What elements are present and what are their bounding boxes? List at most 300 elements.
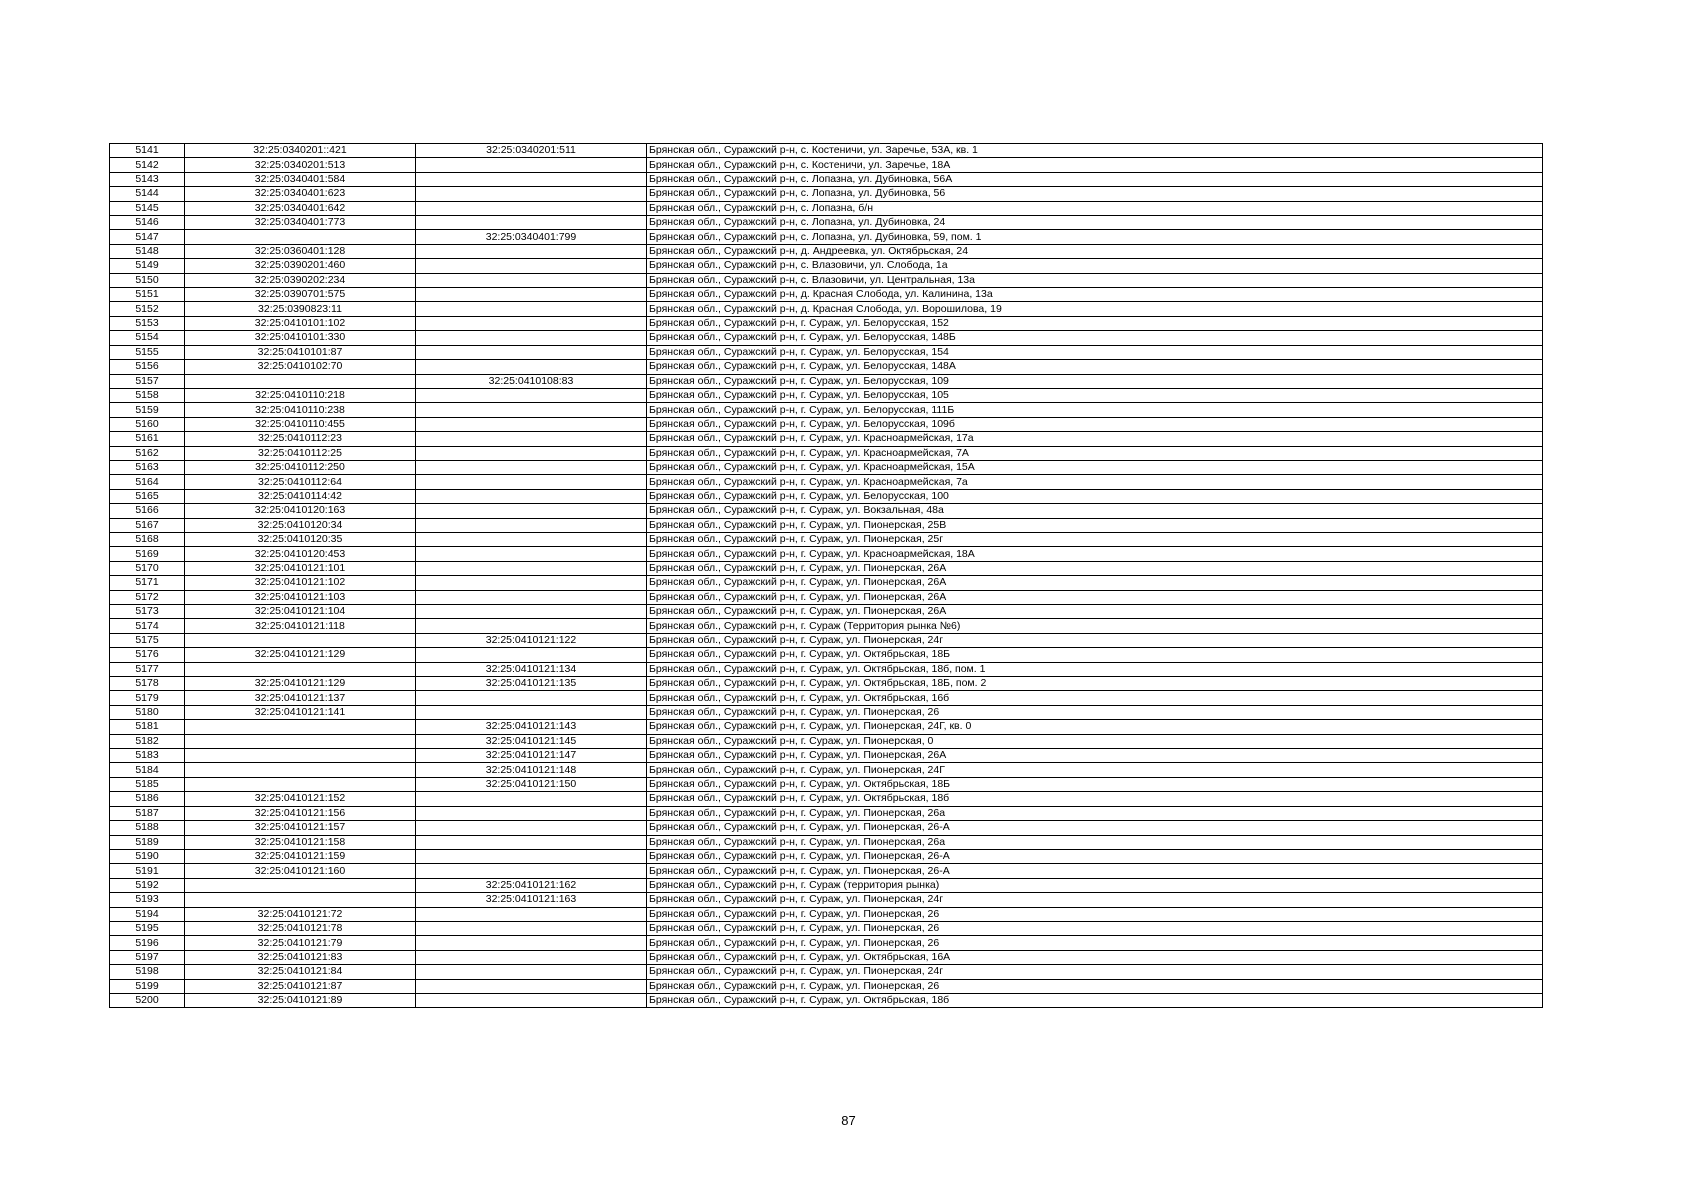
related-cadastral-number-cell: 32:25:0410121:163	[416, 893, 647, 907]
address-cell: Брянская обл., Суражский р-н, г. Сураж, ул. Пионерская, 26а	[647, 806, 1543, 820]
table-row	[110, 504, 1543, 518]
cadastral-number-cell: 32:25:0410121:103	[185, 590, 416, 604]
address-cell: Брянская обл., Суражский р-н, г. Сураж, ул. Пионерская, 24г	[647, 633, 1543, 647]
table-row	[110, 576, 1543, 590]
table-row	[110, 893, 1543, 907]
cadastral-number-cell	[185, 720, 416, 734]
address-cell: Брянская обл., Суражский р-н, г. Сураж, ул. Пионерская, 26А	[647, 605, 1543, 619]
table-row	[110, 821, 1543, 835]
table-body	[110, 144, 1543, 1008]
row-number-cell: 5193	[110, 893, 185, 907]
table-row	[110, 749, 1543, 763]
table-row	[110, 273, 1543, 287]
related-cadastral-number-cell	[416, 979, 647, 993]
cadastral-number-cell: 32:25:0410121:78	[185, 921, 416, 935]
address-cell: Брянская обл., Суражский р-н, г. Сураж, ул. Красноармейская, 7А	[647, 446, 1543, 460]
row-number-cell: 5142	[110, 158, 185, 172]
cadastral-number-cell	[185, 734, 416, 748]
cadastral-number-cell	[185, 633, 416, 647]
table-row	[110, 705, 1543, 719]
table-row	[110, 921, 1543, 935]
related-cadastral-number-cell: 32:25:0340201:511	[416, 144, 647, 158]
row-number-cell: 5146	[110, 216, 185, 230]
cadastral-number-cell: 32:25:0410121:89	[185, 993, 416, 1007]
row-number-cell: 5171	[110, 576, 185, 590]
cadastral-number-cell: 32:25:0410120:35	[185, 532, 416, 546]
related-cadastral-number-cell: 32:25:0410108:83	[416, 374, 647, 388]
cadastral-number-cell	[185, 749, 416, 763]
related-cadastral-number-cell: 32:25:0410121:147	[416, 749, 647, 763]
row-number-cell: 5156	[110, 360, 185, 374]
address-cell: Брянская обл., Суражский р-н, с. Костеничи, ул. Заречье, 18А	[647, 158, 1543, 172]
address-cell: Брянская обл., Суражский р-н, г. Сураж, ул. Октябрьская, 18Б	[647, 777, 1543, 791]
address-cell: Брянская обл., Суражский р-н, с. Лопазна, ул. Дубиновка, 56	[647, 187, 1543, 201]
table-row	[110, 605, 1543, 619]
row-number-cell: 5161	[110, 432, 185, 446]
row-number-cell: 5169	[110, 547, 185, 561]
cadastral-number-cell: 32:25:0410121:102	[185, 576, 416, 590]
related-cadastral-number-cell	[416, 331, 647, 345]
table-row	[110, 388, 1543, 402]
cadastral-number-cell: 32:25:0410112:64	[185, 475, 416, 489]
cadastral-number-cell: 32:25:0410121:118	[185, 619, 416, 633]
cadastral-number-cell: 32:25:0410120:163	[185, 504, 416, 518]
table-row	[110, 446, 1543, 460]
row-number-cell: 5191	[110, 864, 185, 878]
address-cell: Брянская обл., Суражский р-н, г. Сураж, ул. Белорусская, 148Б	[647, 331, 1543, 345]
address-cell: Брянская обл., Суражский р-н, г. Сураж, ул. Красноармейская, 18А	[647, 547, 1543, 561]
row-number-cell: 5154	[110, 331, 185, 345]
address-cell: Брянская обл., Суражский р-н, с. Лопазна, ул. Дубиновка, 56А	[647, 172, 1543, 186]
address-cell: Брянская обл., Суражский р-н, г. Сураж, ул. Белорусская, 100	[647, 489, 1543, 503]
cadastral-number-cell: 32:25:0340401:773	[185, 216, 416, 230]
row-number-cell: 5184	[110, 763, 185, 777]
row-number-cell: 5185	[110, 777, 185, 791]
row-number-cell: 5147	[110, 230, 185, 244]
cadastral-number-cell: 32:25:0410101:87	[185, 345, 416, 359]
address-cell: Брянская обл., Суражский р-н, г. Сураж, ул. Октябрьская, 18Б, пом. 2	[647, 677, 1543, 691]
row-number-cell: 5172	[110, 590, 185, 604]
related-cadastral-number-cell: 32:25:0410121:135	[416, 677, 647, 691]
related-cadastral-number-cell	[416, 950, 647, 964]
related-cadastral-number-cell	[416, 691, 647, 705]
address-cell: Брянская обл., Суражский р-н, г. Сураж (территория рынка)	[647, 878, 1543, 892]
table-row	[110, 777, 1543, 791]
related-cadastral-number-cell	[416, 590, 647, 604]
related-cadastral-number-cell	[416, 460, 647, 474]
table-row	[110, 864, 1543, 878]
table-row	[110, 633, 1543, 647]
related-cadastral-number-cell: 32:25:0410121:162	[416, 878, 647, 892]
table-row	[110, 907, 1543, 921]
related-cadastral-number-cell	[416, 605, 647, 619]
related-cadastral-number-cell	[416, 806, 647, 820]
row-number-cell: 5173	[110, 605, 185, 619]
related-cadastral-number-cell	[416, 561, 647, 575]
table-row	[110, 345, 1543, 359]
related-cadastral-number-cell	[416, 504, 647, 518]
address-cell: Брянская обл., Суражский р-н, г. Сураж, ул. Красноармейская, 17а	[647, 432, 1543, 446]
related-cadastral-number-cell	[416, 489, 647, 503]
table-row	[110, 201, 1543, 215]
table-row	[110, 936, 1543, 950]
table-row	[110, 187, 1543, 201]
table-row	[110, 417, 1543, 431]
related-cadastral-number-cell	[416, 475, 647, 489]
related-cadastral-number-cell	[416, 302, 647, 316]
row-number-cell: 5148	[110, 244, 185, 258]
related-cadastral-number-cell	[416, 158, 647, 172]
cadastral-number-cell: 32:25:0410121:141	[185, 705, 416, 719]
row-number-cell: 5149	[110, 259, 185, 273]
row-number-cell: 5179	[110, 691, 185, 705]
row-number-cell: 5159	[110, 403, 185, 417]
row-number-cell: 5167	[110, 518, 185, 532]
table-row	[110, 979, 1543, 993]
related-cadastral-number-cell	[416, 821, 647, 835]
address-cell: Брянская обл., Суражский р-н, г. Сураж, ул. Октябрьская, 16А	[647, 950, 1543, 964]
cadastral-number-cell: 32:25:0410121:160	[185, 864, 416, 878]
row-number-cell: 5180	[110, 705, 185, 719]
row-number-cell: 5200	[110, 993, 185, 1007]
address-cell: Брянская обл., Суражский р-н, г. Сураж, ул. Октябрьская, 18б	[647, 993, 1543, 1007]
related-cadastral-number-cell	[416, 705, 647, 719]
related-cadastral-number-cell	[416, 432, 647, 446]
cadastral-number-cell: 32:25:0410121:137	[185, 691, 416, 705]
table-row	[110, 792, 1543, 806]
address-cell: Брянская обл., Суражский р-н, г. Сураж (Территория рынка №6)	[647, 619, 1543, 633]
cadastral-number-cell: 32:25:0410110:455	[185, 417, 416, 431]
cadastral-number-cell: 32:25:0410121:84	[185, 965, 416, 979]
table-row	[110, 360, 1543, 374]
related-cadastral-number-cell: 32:25:0410121:145	[416, 734, 647, 748]
cadastral-number-cell: 32:25:0410121:159	[185, 849, 416, 863]
table-row	[110, 691, 1543, 705]
related-cadastral-number-cell: 32:25:0340401:799	[416, 230, 647, 244]
related-cadastral-number-cell: 32:25:0410121:122	[416, 633, 647, 647]
row-number-cell: 5188	[110, 821, 185, 835]
row-number-cell: 5155	[110, 345, 185, 359]
table-row	[110, 677, 1543, 691]
related-cadastral-number-cell	[416, 993, 647, 1007]
cadastral-number-cell: 32:25:0390701:575	[185, 288, 416, 302]
address-cell: Брянская обл., Суражский р-н, г. Сураж, ул. Пионерская, 26А	[647, 576, 1543, 590]
cadastral-number-cell: 32:25:0340201::421	[185, 144, 416, 158]
related-cadastral-number-cell	[416, 388, 647, 402]
table-row	[110, 216, 1543, 230]
table-row	[110, 244, 1543, 258]
row-number-cell: 5170	[110, 561, 185, 575]
row-number-cell: 5152	[110, 302, 185, 316]
related-cadastral-number-cell	[416, 244, 647, 258]
related-cadastral-number-cell: 32:25:0410121:134	[416, 662, 647, 676]
table-row	[110, 259, 1543, 273]
table-row	[110, 720, 1543, 734]
cadastral-number-cell: 32:25:0410114:42	[185, 489, 416, 503]
row-number-cell: 5192	[110, 878, 185, 892]
related-cadastral-number-cell: 32:25:0410121:150	[416, 777, 647, 791]
related-cadastral-number-cell	[416, 403, 647, 417]
table-row	[110, 475, 1543, 489]
address-cell: Брянская обл., Суражский р-н, г. Сураж, ул. Пионерская, 25г	[647, 532, 1543, 546]
row-number-cell: 5174	[110, 619, 185, 633]
related-cadastral-number-cell	[416, 187, 647, 201]
related-cadastral-number-cell: 32:25:0410121:143	[416, 720, 647, 734]
row-number-cell: 5158	[110, 388, 185, 402]
address-cell: Брянская обл., Суражский р-н, г. Сураж, ул. Белорусская, 109	[647, 374, 1543, 388]
address-cell: Брянская обл., Суражский р-н, г. Сураж, ул. Пионерская, 26	[647, 921, 1543, 935]
table-row	[110, 302, 1543, 316]
table-row	[110, 806, 1543, 820]
row-number-cell: 5189	[110, 835, 185, 849]
cadastral-number-cell: 32:25:0410101:330	[185, 331, 416, 345]
table-row	[110, 532, 1543, 546]
related-cadastral-number-cell	[416, 619, 647, 633]
table-row	[110, 316, 1543, 330]
cadastral-number-cell: 32:25:0410112:25	[185, 446, 416, 460]
cadastral-number-cell: 32:25:0390201:460	[185, 259, 416, 273]
table-row	[110, 662, 1543, 676]
table-row	[110, 849, 1543, 863]
row-number-cell: 5162	[110, 446, 185, 460]
related-cadastral-number-cell	[416, 576, 647, 590]
row-number-cell: 5194	[110, 907, 185, 921]
row-number-cell: 5141	[110, 144, 185, 158]
row-number-cell: 5199	[110, 979, 185, 993]
related-cadastral-number-cell	[416, 360, 647, 374]
row-number-cell: 5145	[110, 201, 185, 215]
address-cell: Брянская обл., Суражский р-н, г. Сураж, ул. Белорусская, 152	[647, 316, 1543, 330]
related-cadastral-number-cell	[416, 446, 647, 460]
related-cadastral-number-cell	[416, 288, 647, 302]
address-cell: Брянская обл., Суражский р-н, с. Лопазна, ул. Дубиновка, 59, пом. 1	[647, 230, 1543, 244]
related-cadastral-number-cell	[416, 273, 647, 287]
address-cell: Брянская обл., Суражский р-н, г. Сураж, ул. Пионерская, 26-А	[647, 821, 1543, 835]
table-row	[110, 835, 1543, 849]
cadastral-number-cell: 32:25:0410121:79	[185, 936, 416, 950]
address-cell: Брянская обл., Суражский р-н, г. Сураж, ул. Октябрьская, 18б	[647, 792, 1543, 806]
related-cadastral-number-cell	[416, 907, 647, 921]
table-row	[110, 648, 1543, 662]
address-cell: Брянская обл., Суражский р-н, г. Сураж, ул. Пионерская, 26А	[647, 561, 1543, 575]
row-number-cell: 5157	[110, 374, 185, 388]
address-cell: Брянская обл., Суражский р-н, г. Сураж, ул. Пионерская, 24Г	[647, 763, 1543, 777]
table-row	[110, 158, 1543, 172]
row-number-cell: 5160	[110, 417, 185, 431]
related-cadastral-number-cell	[416, 936, 647, 950]
related-cadastral-number-cell	[416, 849, 647, 863]
related-cadastral-number-cell	[416, 792, 647, 806]
cadastral-number-cell	[185, 230, 416, 244]
related-cadastral-number-cell	[416, 965, 647, 979]
address-cell: Брянская обл., Суражский р-н, с. Влазовичи, ул. Слобода, 1а	[647, 259, 1543, 273]
address-cell: Брянская обл., Суражский р-н, г. Сураж, ул. Белорусская, 148А	[647, 360, 1543, 374]
address-cell: Брянская обл., Суражский р-н, г. Сураж, ул. Белорусская, 111Б	[647, 403, 1543, 417]
cadastral-number-cell: 32:25:0410121:156	[185, 806, 416, 820]
table-row	[110, 590, 1543, 604]
cadastral-number-cell	[185, 878, 416, 892]
table-row	[110, 619, 1543, 633]
related-cadastral-number-cell: 32:25:0410121:148	[416, 763, 647, 777]
related-cadastral-number-cell	[416, 216, 647, 230]
row-number-cell: 5175	[110, 633, 185, 647]
address-cell: Брянская обл., Суражский р-н, г. Сураж, ул. Пионерская, 26	[647, 979, 1543, 993]
address-cell: Брянская обл., Суражский р-н, д. Андреевка, ул. Октябрьская, 24	[647, 244, 1543, 258]
address-cell: Брянская обл., Суражский р-н, г. Сураж, ул. Белорусская, 105	[647, 388, 1543, 402]
address-cell: Брянская обл., Суражский р-н, г. Сураж, ул. Красноармейская, 7а	[647, 475, 1543, 489]
row-number-cell: 5181	[110, 720, 185, 734]
row-number-cell: 5182	[110, 734, 185, 748]
cadastral-number-cell: 32:25:0410102:70	[185, 360, 416, 374]
address-cell: Брянская обл., Суражский р-н, г. Сураж, ул. Пионерская, 24г	[647, 965, 1543, 979]
row-number-cell: 5195	[110, 921, 185, 935]
related-cadastral-number-cell	[416, 316, 647, 330]
cadastral-number-cell: 32:25:0410121:158	[185, 835, 416, 849]
address-cell: Брянская обл., Суражский р-н, г. Сураж, ул. Вокзальная, 48а	[647, 504, 1543, 518]
address-cell: Брянская обл., Суражский р-н, г. Сураж, ул. Белорусская, 154	[647, 345, 1543, 359]
related-cadastral-number-cell	[416, 518, 647, 532]
related-cadastral-number-cell	[416, 345, 647, 359]
cadastral-number-cell: 32:25:0410110:218	[185, 388, 416, 402]
address-cell: Брянская обл., Суражский р-н, г. Сураж, ул. Октябрьская, 18Б	[647, 648, 1543, 662]
cadastral-number-cell: 32:25:0340401:623	[185, 187, 416, 201]
address-cell: Брянская обл., Суражский р-н, г. Сураж, ул. Красноармейская, 15А	[647, 460, 1543, 474]
address-cell: Брянская обл., Суражский р-н, г. Сураж, ул. Пионерская, 26А	[647, 749, 1543, 763]
row-number-cell: 5183	[110, 749, 185, 763]
related-cadastral-number-cell	[416, 532, 647, 546]
cadastral-number-cell	[185, 662, 416, 676]
address-cell: Брянская обл., Суражский р-н, г. Сураж, ул. Пионерская, 26а	[647, 835, 1543, 849]
row-number-cell: 5163	[110, 460, 185, 474]
cadastral-number-cell	[185, 777, 416, 791]
address-cell: Брянская обл., Суражский р-н, г. Сураж, ул. Пионерская, 26-А	[647, 849, 1543, 863]
cadastral-number-cell: 32:25:0410121:152	[185, 792, 416, 806]
row-number-cell: 5144	[110, 187, 185, 201]
table-row	[110, 172, 1543, 186]
cadastral-number-cell: 32:25:0360401:128	[185, 244, 416, 258]
address-cell: Брянская обл., Суражский р-н, г. Сураж, ул. Пионерская, 25В	[647, 518, 1543, 532]
row-number-cell: 5190	[110, 849, 185, 863]
address-cell: Брянская обл., Суражский р-н, г. Сураж, ул. Октябрьская, 16б	[647, 691, 1543, 705]
related-cadastral-number-cell	[416, 417, 647, 431]
cadastral-number-cell: 32:25:0410112:250	[185, 460, 416, 474]
table-row	[110, 561, 1543, 575]
row-number-cell: 5176	[110, 648, 185, 662]
table-row	[110, 878, 1543, 892]
row-number-cell: 5196	[110, 936, 185, 950]
related-cadastral-number-cell	[416, 648, 647, 662]
address-cell: Брянская обл., Суражский р-н, г. Сураж, ул. Пионерская, 26	[647, 907, 1543, 921]
table-row	[110, 432, 1543, 446]
table-row	[110, 763, 1543, 777]
cadastral-number-cell: 32:25:0410120:453	[185, 547, 416, 561]
table-row	[110, 230, 1543, 244]
table-row	[110, 547, 1543, 561]
cadastral-number-cell: 32:25:0410121:72	[185, 907, 416, 921]
related-cadastral-number-cell	[416, 921, 647, 935]
table-row	[110, 331, 1543, 345]
row-number-cell: 5177	[110, 662, 185, 676]
cadastral-number-cell: 32:25:0390823:11	[185, 302, 416, 316]
address-cell: Брянская обл., Суражский р-н, г. Сураж, ул. Белорусская, 109б	[647, 417, 1543, 431]
address-cell: Брянская обл., Суражский р-н, д. Красная Слобода, ул. Калинина, 13а	[647, 288, 1543, 302]
table-row	[110, 950, 1543, 964]
row-number-cell: 5198	[110, 965, 185, 979]
cadastral-number-cell: 32:25:0410121:157	[185, 821, 416, 835]
table-row	[110, 518, 1543, 532]
row-number-cell: 5186	[110, 792, 185, 806]
cadastral-number-cell: 32:25:0340201:513	[185, 158, 416, 172]
address-cell: Брянская обл., Суражский р-н, г. Сураж, ул. Пионерская, 0	[647, 734, 1543, 748]
page-number: 87	[841, 1113, 856, 1128]
table-row	[110, 489, 1543, 503]
cadastral-number-cell: 32:25:0390202:234	[185, 273, 416, 287]
address-cell: Брянская обл., Суражский р-н, г. Сураж, ул. Пионерская, 26	[647, 936, 1543, 950]
address-cell: Брянская обл., Суражский р-н, с. Влазовичи, ул. Центральная, 13а	[647, 273, 1543, 287]
related-cadastral-number-cell	[416, 259, 647, 273]
row-number-cell: 5166	[110, 504, 185, 518]
cadastral-number-cell: 32:25:0410110:238	[185, 403, 416, 417]
cadastral-number-cell: 32:25:0410121:83	[185, 950, 416, 964]
cadastral-number-cell: 32:25:0410112:23	[185, 432, 416, 446]
cadastral-number-cell: 32:25:0410121:104	[185, 605, 416, 619]
address-cell: Брянская обл., Суражский р-н, г. Сураж, ул. Пионерская, 26	[647, 705, 1543, 719]
cadastral-table	[109, 143, 1543, 1008]
row-number-cell: 5178	[110, 677, 185, 691]
address-cell: Брянская обл., Суражский р-н, д. Красная Слобода, ул. Ворошилова, 19	[647, 302, 1543, 316]
related-cadastral-number-cell	[416, 835, 647, 849]
cadastral-number-cell: 32:25:0340401:584	[185, 172, 416, 186]
table-row	[110, 288, 1543, 302]
related-cadastral-number-cell	[416, 547, 647, 561]
cadastral-number-cell: 32:25:0410121:129	[185, 677, 416, 691]
cadastral-number-cell: 32:25:0410121:129	[185, 648, 416, 662]
cadastral-number-cell: 32:25:0410101:102	[185, 316, 416, 330]
address-cell: Брянская обл., Суражский р-н, г. Сураж, ул. Пионерская, 26-А	[647, 864, 1543, 878]
cadastral-number-cell	[185, 374, 416, 388]
address-cell: Брянская обл., Суражский р-н, г. Сураж, ул. Октябрьская, 18б, пом. 1	[647, 662, 1543, 676]
related-cadastral-number-cell	[416, 864, 647, 878]
cadastral-number-cell: 32:25:0410120:34	[185, 518, 416, 532]
table-row	[110, 965, 1543, 979]
row-number-cell: 5168	[110, 532, 185, 546]
cadastral-number-cell: 32:25:0410121:87	[185, 979, 416, 993]
table-row	[110, 460, 1543, 474]
row-number-cell: 5150	[110, 273, 185, 287]
address-cell: Брянская обл., Суражский р-н, с. Лопазна, б/н	[647, 201, 1543, 215]
cadastral-number-cell: 32:25:0410121:101	[185, 561, 416, 575]
row-number-cell: 5153	[110, 316, 185, 330]
related-cadastral-number-cell	[416, 172, 647, 186]
table-row	[110, 144, 1543, 158]
row-number-cell: 5165	[110, 489, 185, 503]
cadastral-number-cell	[185, 893, 416, 907]
row-number-cell: 5151	[110, 288, 185, 302]
address-cell: Брянская обл., Суражский р-н, с. Лопазна, ул. Дубиновка, 24	[647, 216, 1543, 230]
table-row	[110, 993, 1543, 1007]
address-cell: Брянская обл., Суражский р-н, г. Сураж, ул. Пионерская, 24г	[647, 893, 1543, 907]
row-number-cell: 5187	[110, 806, 185, 820]
cadastral-number-cell	[185, 763, 416, 777]
address-cell: Брянская обл., Суражский р-н, с. Костеничи, ул. Заречье, 53А, кв. 1	[647, 144, 1543, 158]
related-cadastral-number-cell	[416, 201, 647, 215]
row-number-cell: 5164	[110, 475, 185, 489]
address-cell: Брянская обл., Суражский р-н, г. Сураж, ул. Пионерская, 26А	[647, 590, 1543, 604]
address-cell: Брянская обл., Суражский р-н, г. Сураж, ул. Пионерская, 24Г, кв. 0	[647, 720, 1543, 734]
table-row	[110, 374, 1543, 388]
row-number-cell: 5197	[110, 950, 185, 964]
table-row	[110, 734, 1543, 748]
